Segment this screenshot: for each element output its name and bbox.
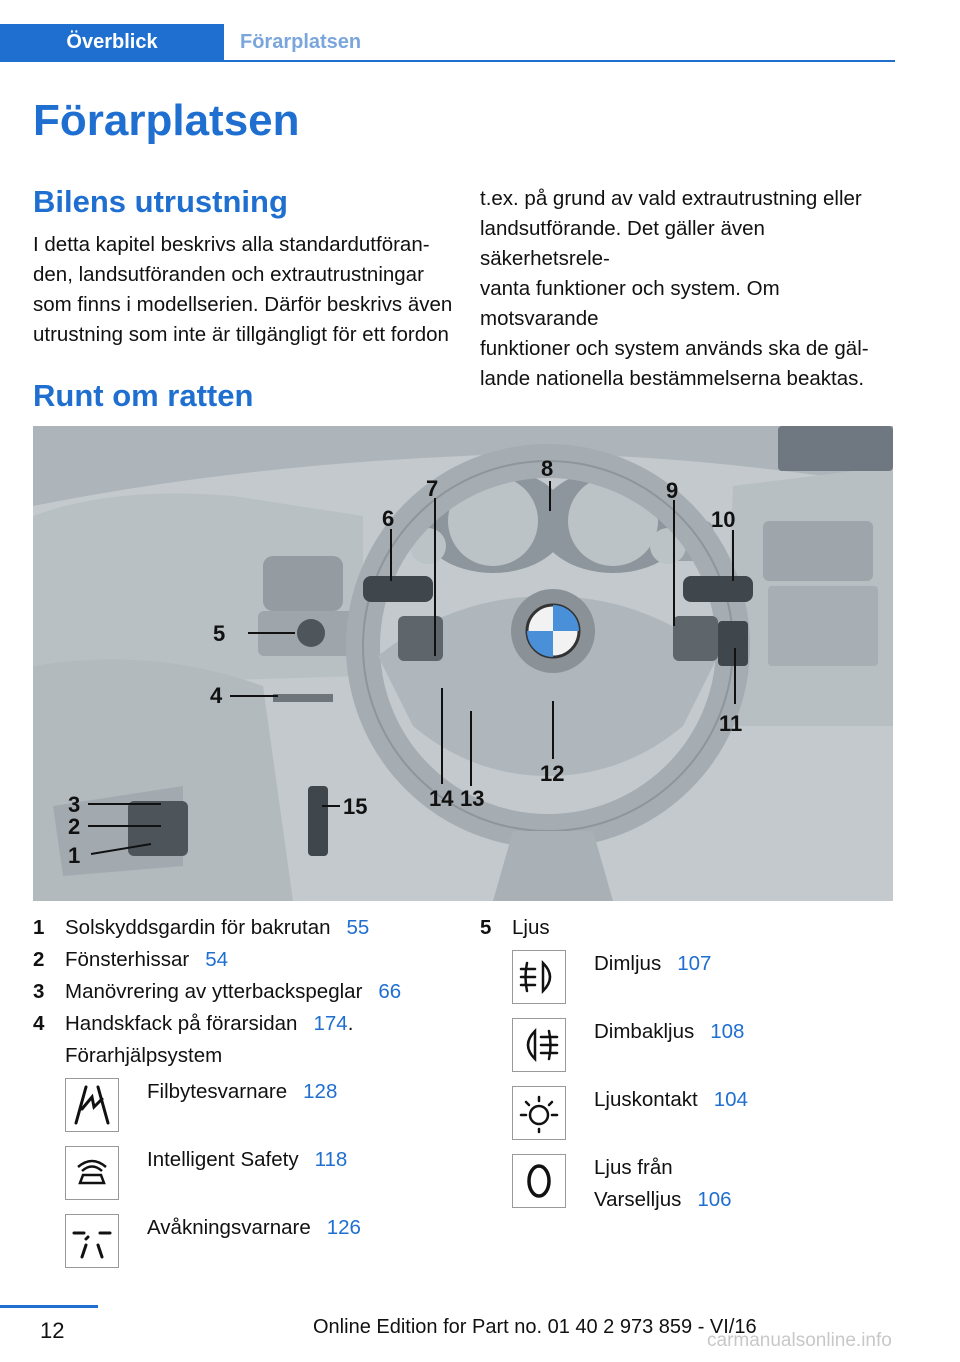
legend-suffix: .: [347, 1012, 354, 1035]
page-link[interactable]: 118: [314, 1148, 348, 1171]
callout-5: 5: [213, 621, 226, 646]
driver-assistance-heading: Förarhjälpsystem: [65, 1044, 223, 1067]
fog-light-icon: [512, 950, 566, 1004]
legend-sub-text: [594, 1016, 744, 1080]
callout-4: 4: [210, 683, 223, 708]
intro-line: t.ex. på grund av vald extrautrustning eller: [480, 187, 862, 210]
legend-label: Avåkningsvarnare: [147, 1216, 311, 1239]
callout-6: 6: [382, 506, 395, 531]
callout-12: 12: [540, 761, 565, 786]
rear-fog-light-icon: [512, 1018, 566, 1072]
legend-number: 5: [480, 916, 492, 939]
cockpit-illustration: [33, 426, 893, 901]
header-tabs: [0, 24, 895, 62]
intro-line: lande nationella bestämmelserna beaktas.: [480, 367, 865, 390]
legend-sub-text: [147, 1144, 347, 1208]
header-divider: [0, 60, 895, 62]
intro-line: som finns i modellserien. Därför beskrivs även: [33, 293, 453, 316]
page-link[interactable]: 174: [313, 1012, 348, 1035]
legend-number: 1: [33, 916, 45, 939]
intro-line: utrustning som inte är tillgängligt för ett fordon: [33, 323, 449, 346]
legend-label: Handskfack på förarsidan: [65, 1012, 298, 1035]
legend-sub-text: [147, 1076, 337, 1140]
callout-7: 7: [426, 476, 439, 501]
page-link[interactable]: 55: [346, 916, 370, 939]
section-heading-steering: Runt om ratten: [33, 378, 254, 413]
legend-item: [33, 1008, 463, 1040]
page-number: 12: [40, 1318, 65, 1343]
legend-sub-item: [65, 1076, 463, 1140]
callout-14: 14: [429, 786, 454, 811]
edition-text: Online Edition for Part no. 01 40 2 973 859 - VI/16: [313, 1316, 757, 1338]
callout-15: 15: [343, 794, 368, 819]
page-link[interactable]: 126: [326, 1216, 361, 1239]
callout-10: 10: [711, 507, 736, 532]
legend-label: Dimbakljus: [594, 1020, 695, 1043]
page-link[interactable]: 106: [697, 1188, 732, 1211]
page-link[interactable]: 107: [677, 952, 712, 975]
callout-1: 1: [68, 843, 81, 868]
legend-number: 2: [33, 948, 45, 971]
intro-line: funktioner och system används ska de gäl-: [480, 337, 869, 360]
legend-number: 4: [33, 1012, 45, 1035]
legend-item: [33, 976, 463, 1008]
legend-item: [33, 912, 463, 944]
page-title: Förarplatsen: [33, 96, 300, 145]
legend-sub-item: [512, 1016, 910, 1080]
legend-left: [33, 912, 463, 1276]
legend-label: Dimljus: [594, 952, 662, 975]
legend-right: [480, 912, 910, 1216]
legend-sub-text: [594, 1152, 732, 1216]
legend-label: Ljuskontakt: [594, 1088, 698, 1111]
section-heading-equipment: Bilens utrustning: [33, 184, 288, 219]
legend-item: [480, 912, 910, 944]
legend-sub-text: [594, 948, 711, 1012]
legend-label: Solskyddsgardin för bakrutan: [65, 916, 331, 939]
page-link[interactable]: 108: [710, 1020, 745, 1043]
lane-departure-icon: [65, 1078, 119, 1132]
intelligent-safety-icon: [65, 1146, 119, 1200]
legend-sub-item: [512, 1084, 910, 1148]
intro-line: vanta funktioner och system. Om motsvarande: [480, 277, 780, 330]
tab-overview[interactable]: Överblick: [0, 24, 224, 60]
legend-label: Ljus: [512, 916, 550, 939]
watermark: carmanualsonline.info: [707, 1330, 892, 1351]
callout-9: 9: [666, 478, 679, 503]
intro-line: landsutförande. Det gäller även säkerhetsrele-: [480, 217, 765, 270]
legend-sub-text: [594, 1084, 748, 1148]
footer-divider: [0, 1305, 98, 1308]
legend-label: Manövrering av ytterbackspeglar: [65, 980, 363, 1003]
callout-2: 2: [68, 814, 81, 839]
intro-text-right: [480, 184, 900, 394]
intro-line: I detta kapitel beskrivs alla standardutföran-: [33, 233, 430, 256]
legend-sub-item: [512, 1152, 910, 1216]
callout-8: 8: [541, 456, 554, 481]
legend-label: Ljus från: [594, 1156, 673, 1179]
callout-3: 3: [68, 792, 81, 817]
legend-sub-text: [147, 1212, 361, 1276]
callout-11: 11: [719, 711, 743, 736]
intro-line: den, landsutföranden och extrautrustningar: [33, 263, 424, 286]
legend-item: [33, 944, 463, 976]
light-switch-icon: [512, 1086, 566, 1140]
legend-sub-item: [65, 1144, 463, 1208]
legend-label: Varselljus: [594, 1188, 682, 1211]
page-link[interactable]: 104: [713, 1088, 748, 1111]
attention-assistant-icon: [65, 1214, 119, 1268]
page-link[interactable]: 54: [205, 948, 228, 971]
legend-number: 3: [33, 980, 45, 1003]
callout-13: 13: [460, 786, 485, 811]
page-link[interactable]: 66: [378, 980, 402, 1003]
lights-off-icon: [512, 1154, 566, 1208]
legend-label: Filbytesvarnare: [147, 1080, 288, 1103]
legend-sub-item: [65, 1212, 463, 1276]
legend-label: Intelligent Safety: [147, 1148, 299, 1171]
legend-sub-item: [512, 948, 910, 1012]
tab-driver-seat[interactable]: Förarplatsen: [240, 30, 362, 53]
intro-text-left: [33, 230, 453, 350]
legend-label: Fönsterhissar: [65, 948, 190, 971]
page-link[interactable]: 128: [303, 1080, 338, 1103]
